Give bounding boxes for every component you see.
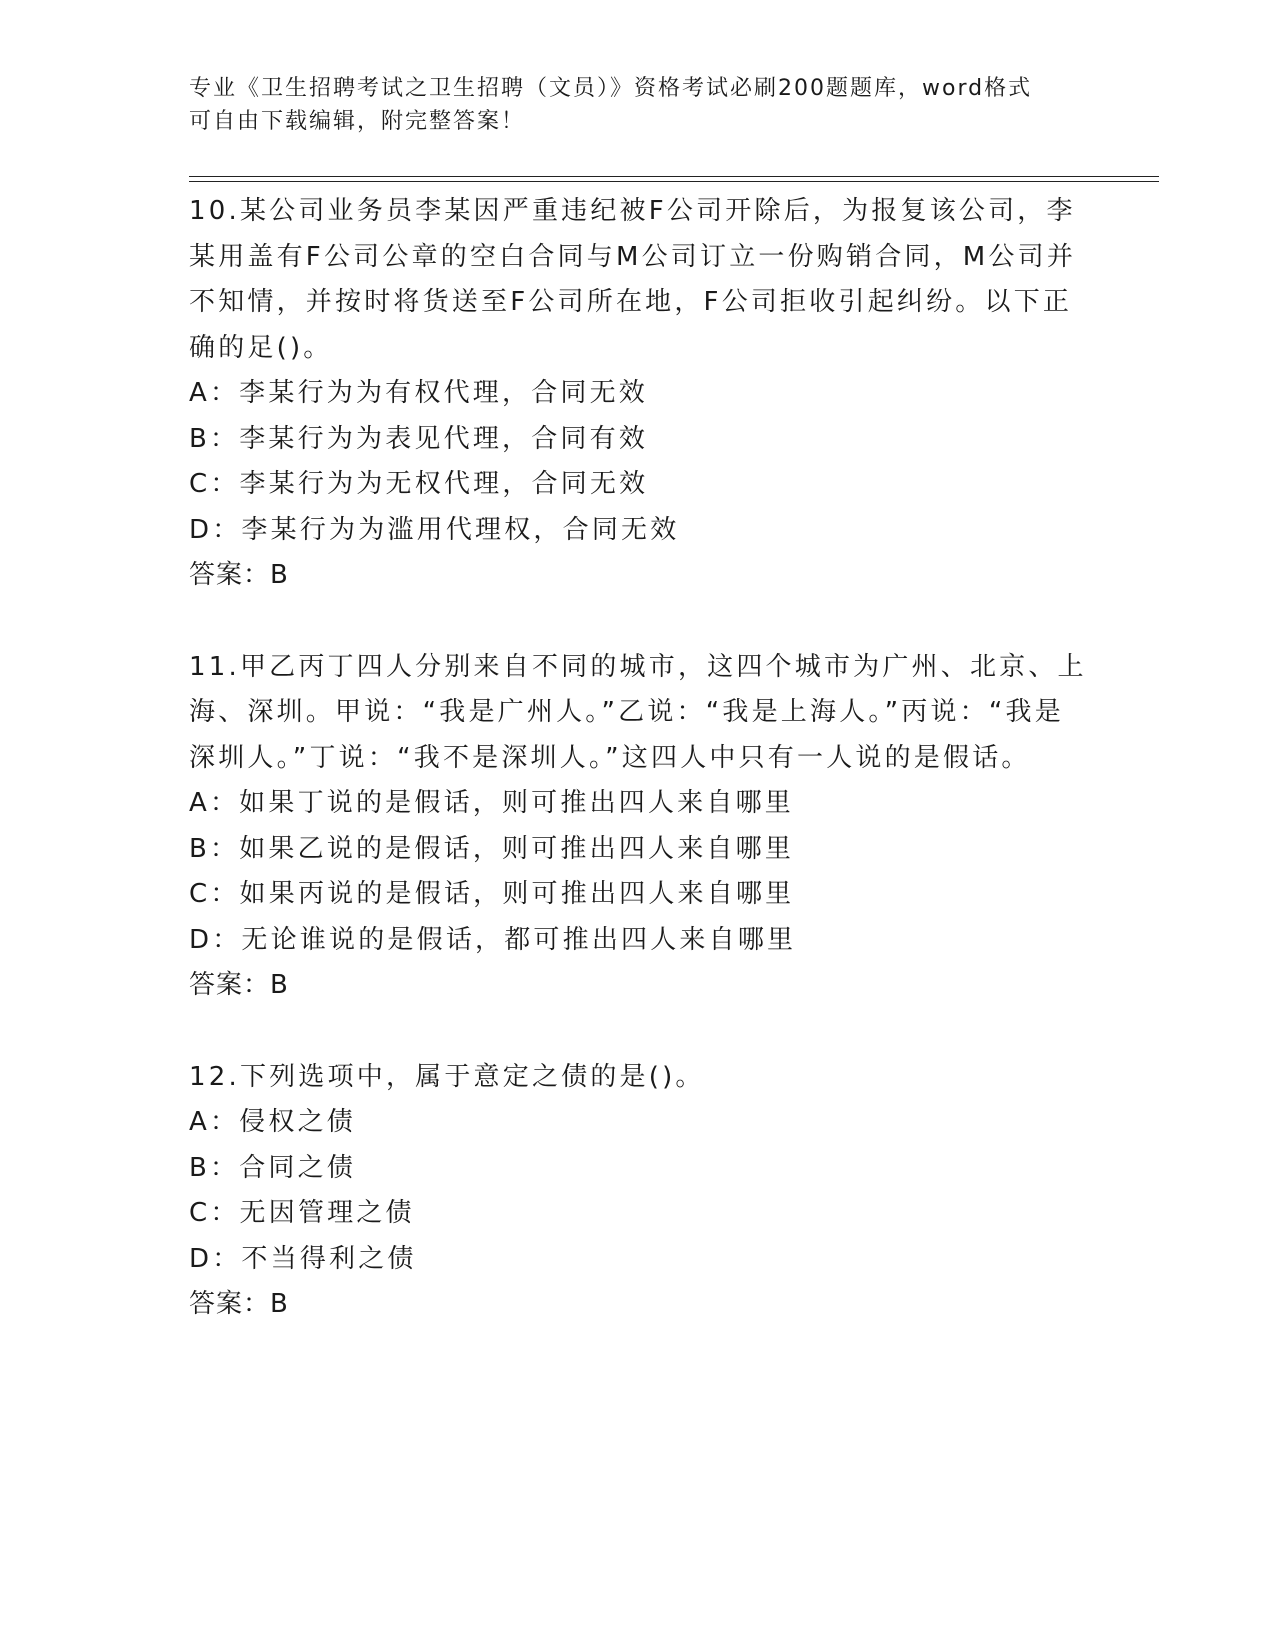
option-d: D：李某行为为滥用代理权，合同无效 — [189, 514, 680, 545]
option-d: D：无论谁说的是假话，都可推出四人来自哪里 — [189, 924, 797, 955]
question-list — [189, 189, 1089, 1328]
question-stem: 10.某公司业务员李某因严重违纪被F公司开除后，为报复该公司，李某用盖有F公司公章的空白合同与M公司订立一份购销合同，M公司并不知情，并按时将货送至F公司所在地，F公司拒收引起纠纷。以下正确的足()。 — [189, 196, 1077, 363]
option-b: B：如果乙说的是假话，则可推出四人来自哪里 — [189, 833, 795, 864]
answer-line: 答案：B — [189, 970, 289, 1000]
header-line-1: 专业《卫生招聘考试之卫生招聘（文员）》资格考试必刷200题题库，word格式 — [189, 76, 1033, 101]
option-a: A：李某行为为有权代理，合同无效 — [189, 378, 648, 408]
question-10 — [189, 189, 1089, 599]
question-stem: 11.甲乙丙丁四人分别来自不同的城市，这四个城市为广州、北京、上海、深圳。甲说：“我是广州人。”乙说：“我是上海人。”丙说：“我是深圳人。”丁说：“我不是深圳人。”这四人中只有一人说的是假话。 — [189, 651, 1087, 773]
answer-line: 答案：B — [189, 1289, 289, 1319]
header-divider-top — [189, 176, 1159, 177]
question-11 — [189, 645, 1089, 1009]
option-b: B：合同之债 — [189, 1152, 357, 1183]
answer-line: 答案：B — [189, 560, 289, 590]
option-c: C：无因管理之债 — [189, 1198, 415, 1228]
question-spacer — [189, 1009, 1089, 1055]
document-header — [189, 72, 1089, 138]
question-stem: 12.下列选项中，属于意定之债的是()。 — [189, 1061, 705, 1092]
header-divider-bottom — [189, 181, 1159, 182]
option-c: C：李某行为为无权代理，合同无效 — [189, 469, 649, 499]
option-a: A：如果丁说的是假话，则可推出四人来自哪里 — [189, 788, 794, 818]
header-line-2: 可自由下载编辑，附完整答案！ — [189, 109, 526, 134]
question-spacer — [189, 599, 1089, 645]
option-a: A：侵权之债 — [189, 1107, 356, 1137]
option-d: D：不当得利之债 — [189, 1243, 417, 1274]
option-b: B：李某行为为表见代理，合同有效 — [189, 423, 649, 454]
question-12 — [189, 1055, 1089, 1328]
option-c: C：如果丙说的是假话，则可推出四人来自哪里 — [189, 879, 795, 909]
